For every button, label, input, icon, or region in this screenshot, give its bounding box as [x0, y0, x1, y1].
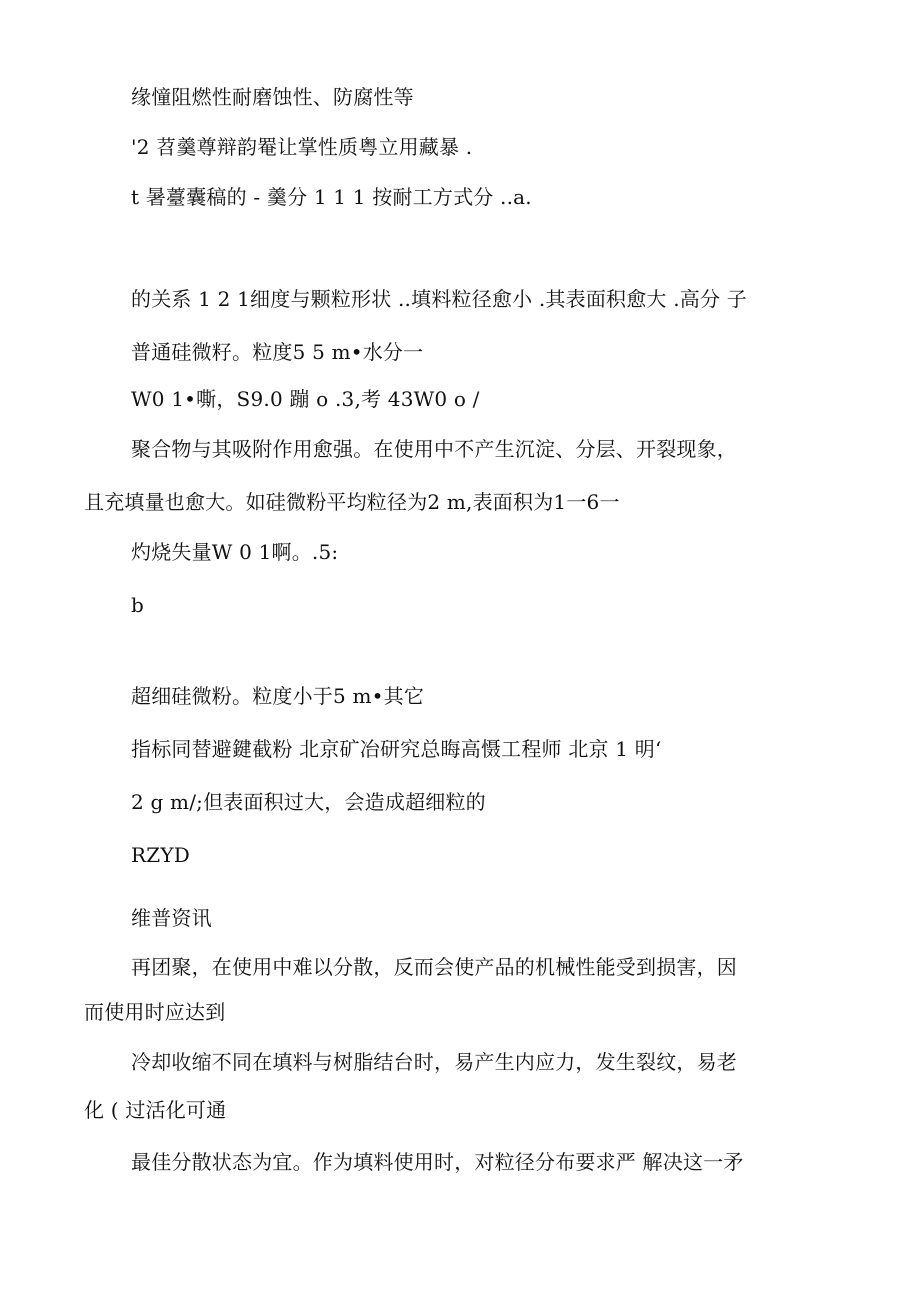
- text-line: RZYD: [131, 843, 190, 867]
- text-line: 2 g m/;但表面积过大，会造成超细粒的: [131, 790, 486, 814]
- text-line: 最佳分散状态为宜。作为填料使用时，对粒径分布要求严 解决这一矛: [131, 1150, 744, 1174]
- text-line: '2 苕羹尊辩韵罨让掌性质粤立用藏暴 .: [131, 135, 473, 159]
- text-line: 灼烧失量W 0 1啊。.5:: [131, 540, 339, 564]
- text-line: t 暑薹囊稿的 - 羹分 1 1 1 按耐工方式分 ..a.: [131, 185, 532, 209]
- text-line: 化 ( 过活化可通: [84, 1098, 227, 1122]
- text-line: 冷却收缩不同在填料与树脂结台时，易产生内应力，发生裂纹，易老: [131, 1050, 737, 1074]
- text-line: 且充填量也愈大。如硅微粉平均粒径为2 m,表面积为1一6一: [84, 490, 620, 514]
- text-line: 而使用时应达到: [84, 1000, 226, 1024]
- text-line: W0 1•嘶，S9.0 蹦 o .3,考 43W0 o /: [131, 387, 480, 411]
- text-line: b: [131, 593, 145, 617]
- text-line: 的关系 1 2 1细度与颗粒形状 ..填料粒径愈小 .其表面积愈大 .高分 子: [131, 287, 747, 311]
- text-line: 聚合物与其吸附作用愈强。在使用中不产生沉淀、分层、开裂现象，: [131, 437, 737, 461]
- text-line: 维普资讯: [131, 906, 212, 930]
- text-line: 再团聚，在使用中难以分散，反而会使产品的机械性能受到损害，因: [131, 955, 737, 979]
- text-line: 缘憧阻燃性耐磨蚀性、防腐性等: [131, 85, 414, 109]
- text-line: 超细硅微粉。粒度小于5 m•其它: [131, 684, 425, 708]
- text-line: 普通硅微籽。粒度5 5 m•水分一: [131, 340, 424, 364]
- text-line: 指标同替避鍵截粉 北京矿冶研究总晦高慑工程师 北京 1 明‘: [131, 737, 662, 761]
